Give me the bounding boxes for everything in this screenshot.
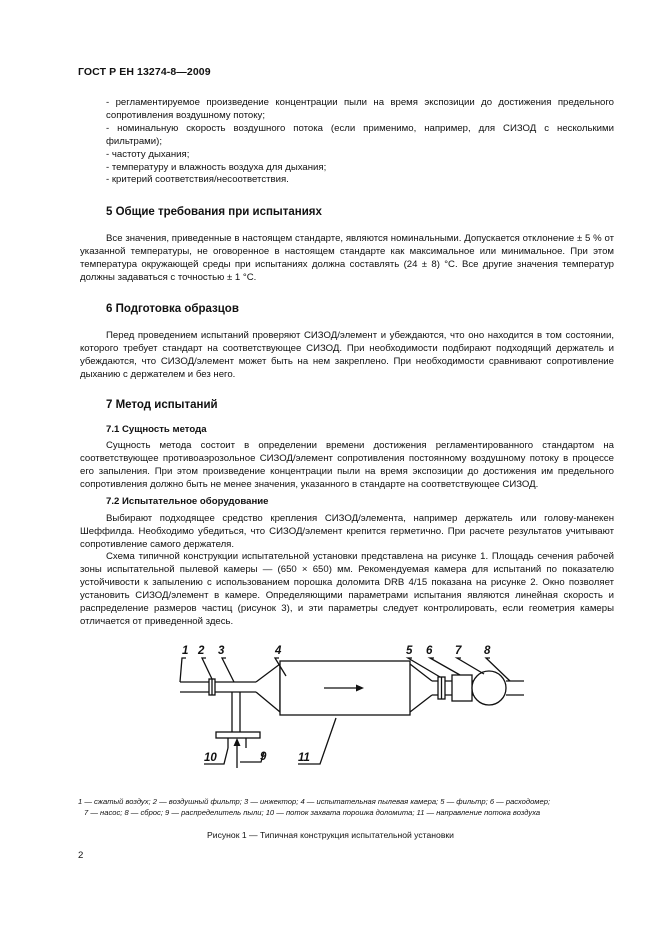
legend-line: 1 — сжатый воздух; 2 — воздушный фильтр; 3 — инжектор; 4 — испытательная пылевая камера; 5 — фильтр; 6 — расходомер; — [78, 797, 551, 806]
figure-caption: Рисунок 1 — Типичная конструкция испытательной установки — [207, 830, 454, 840]
list-item: - температуру и влажность воздуха для дыхания; — [106, 161, 327, 173]
section-7-1-paragraph: Сущность метода состоит в определении времени достижения регламентированного стандартом на соответствующее противоаэрозольное СИЗОД/элемент сопротивления постоянному воздушному потоку в процессе его запыления. При этом произведение концентрации пыли на время экспозиции до достижения им предельного сопротивления должно быть не менее значения, указанного в стандарте на соответствующее СИЗОД. — [80, 440, 614, 490]
section-5-paragraph: Все значения, приведенные в настоящем стандарте, являются номинальными. Допускается отклонение ± 5 % от указанной температуры, не оговоренное в настоящем стандарте как максимальное или минимальное. При этом температура окружающей среды при испытаниях должна составлять (24 ± 8) °С. Все другие значения температур должны задаваться с точностью ± 1 °С. — [80, 233, 614, 283]
section-7-heading: 7 Метод испытаний — [106, 399, 218, 412]
figure-label-10: 10 — [204, 752, 217, 764]
section-7-1-heading: 7.1 Сущность метода — [106, 424, 207, 436]
section-7-2-paragraph-2: Схема типичной конструкции испытательной установки представлена на рисунке 1. Площадь сечения рабочей зоны испытательной пылевой камеры — (650 × 650) мм. Рекомендуемая камера для испытаний по показателю устойчивости к запылению с использованием порошка доломита DRB 4/15 показана на рисунке 2. Окно позволяет установить СИЗОД/элемент в камере. Определяющими параметрами испытания являются линейная скорость и распределение размеров частиц (рисунок 3), и эти параметры следует контролировать, если геометрия камеры отличается от приведенной здесь. — [80, 551, 614, 627]
page-number: 2 — [78, 850, 84, 861]
section-6-paragraph: Перед проведением испытаний проверяют СИЗОД/элемент и убеждаются, что оно находится в том состоянии, которого требует стандарт на соответствующее СИЗОД. При необходимости подбирают подходящий держатель и убеждаются, что СИЗОД/элемент может быть на нем закреплено. При необходимости сравнивают сопротивление дыханию с держателем и без него. — [80, 329, 614, 380]
figure-label-9: 9 — [260, 751, 267, 763]
test-setup-diagram — [176, 636, 526, 786]
list-item: - частоту дыхания; — [106, 148, 190, 160]
document-body — [80, 97, 614, 629]
document-header: ГОСТ Р ЕН 13274-8—2009 — [78, 66, 211, 78]
figure-label-11: 11 — [298, 752, 310, 764]
list-item: - номинальную скорость воздушного потока (если применимо, например, для СИЗОД с несколькими фильтрами); — [106, 122, 614, 147]
section-7-2-paragraph: Выбирают подходящее средство крепления СИЗОД/элемента, например держатель или голову-манекен Шеффилда. Необходимо убедиться, что СИЗОД/элемент крепится герметично. При расчете результатов учитывают сопротивление самого держателя. — [80, 512, 614, 550]
section-7-2-heading: 7.2 Испытательное оборудование — [106, 495, 269, 507]
figure-label-6: 6 — [426, 645, 433, 657]
list-item: - регламентируемое произведение концентрации пыли на время экспозиции до достижения предельного сопротивления воздушному потоку; — [106, 97, 614, 121]
section-6-heading: 6 Подготовка образцов — [106, 302, 239, 315]
figure-legend — [78, 796, 618, 818]
legend-line: 7 — насос; 8 — сброс; 9 — распределитель пыли; 10 — поток захвата порошка доломита; 11 — направление потока воздуха — [84, 808, 541, 817]
figure-label-4: 4 — [275, 645, 282, 657]
list-item: - критерий соответствия/несоответствия. — [106, 174, 289, 186]
figure-label-5: 5 — [406, 645, 413, 657]
figure-label-8: 8 — [484, 645, 491, 657]
figure-label-2: 2 — [198, 645, 205, 657]
figure-label-3: 3 — [218, 645, 225, 657]
figure-label-7: 7 — [455, 645, 462, 657]
figure-label-1: 1 — [182, 645, 189, 657]
section-5-heading: 5 Общие требования при испытаниях — [106, 206, 322, 219]
